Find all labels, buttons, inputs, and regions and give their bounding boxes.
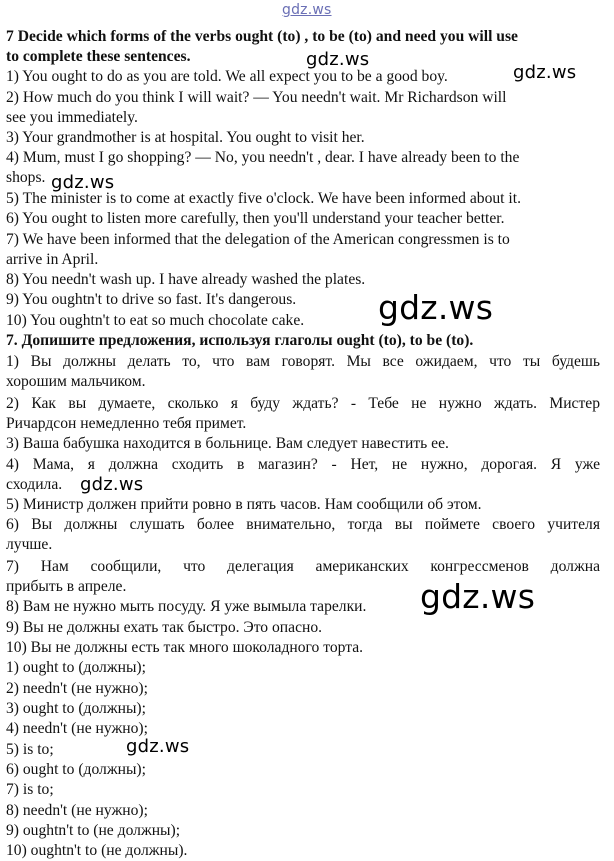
russian-line: сходила.: [6, 476, 63, 493]
answer-line: 4) needn't (не нужно);: [6, 720, 148, 737]
english-line: 3) Your grandmother is at hospital. You ought to visit her.: [6, 129, 365, 146]
english-line: arrive in April.: [6, 251, 99, 268]
watermark-logo: gdz.ws: [126, 736, 190, 757]
answer-line: 2) needn't (не нужно);: [6, 680, 148, 697]
russian-line: 2) Как вы думаете, сколько я буду ждать? - Тебе не нужно ждать. Мистер: [6, 395, 600, 412]
english-line: shops.: [6, 169, 46, 186]
answer-line: 8) needn't (не нужно);: [6, 802, 148, 819]
answer-line: 7) is to;: [6, 781, 54, 798]
watermark-logo: gdz.ws: [80, 474, 144, 495]
english-line: 1) You ought to do as you are told. We all expect you to be a good boy.: [6, 68, 448, 85]
russian-line: 4) Мама, я должна сходить в магазин? - Нет, не нужно, дорогая. Я уже: [6, 456, 600, 473]
watermark-logo: gdz.ws: [282, 2, 332, 18]
russian-line: лучше.: [6, 536, 53, 553]
watermark-logo: gdz.ws: [306, 49, 370, 70]
answer-line: 9) oughtn't to (не должны);: [6, 822, 181, 839]
watermark-logo: gdz.ws: [513, 62, 577, 83]
russian-line: 9) Вы не должны ехать так быстро. Это опасно.: [6, 619, 323, 636]
answer-line: 3) ought to (должны);: [6, 700, 146, 717]
russian-line: 8) Вам не нужно мыть посуду. Я уже вымыла тарелки.: [6, 598, 367, 615]
english-line: 4) Mum, must I go shopping? — No, you needn't , dear. I have already been to the: [6, 149, 520, 166]
answer-line: 1) ought to (должны);: [6, 659, 146, 676]
english-line: 2) How much do you think I will wait? — You needn't wait. Mr Richardson will: [6, 89, 507, 106]
russian-line: прибыть в апреле.: [6, 578, 127, 595]
answer-line: 10) oughtn't to (не должны).: [6, 842, 188, 859]
english-line: 6) You ought to listen more carefully, then you'll understand your teacher better.: [6, 210, 505, 227]
russian-line: 3) Ваша бабушка находится в больнице. Вам следует навестить ее.: [6, 435, 449, 452]
english-line: 10) You oughtn't to eat so much chocolate cake.: [6, 312, 305, 329]
russian-line: 1) Вы должны делать то, что вам говорят. Мы все ожидаем, что ты будешь: [6, 353, 600, 370]
russian-line: Ричардсон немедленно тебя примет.: [6, 415, 247, 432]
russian-line: хорошим мальчиком.: [6, 373, 146, 390]
english-heading-line-1: 7 Decide which forms of the verbs ought (to) , to be (to) and need you will use: [6, 28, 518, 45]
answer-line: 6) ought to (должны);: [6, 761, 146, 778]
watermark-logo: gdz.ws: [420, 577, 536, 616]
answer-line: 5) is to;: [6, 741, 54, 758]
watermark-logo: gdz.ws: [378, 288, 494, 327]
textbook-page: [6, 0, 606, 861]
english-line: 5) The minister is to come at exactly five o'clock. We have been informed about it.: [6, 190, 521, 207]
russian-line: 7) Нам сообщили, что делегация американских конгрессменов должна: [6, 558, 600, 575]
english-line: 7) We have been informed that the delegation of the American congressmen is to: [6, 231, 510, 248]
watermark-logo: gdz.ws: [51, 172, 115, 193]
russian-line: 5) Министр должен прийти ровно в пять часов. Нам сообщили об этом.: [6, 496, 482, 513]
russian-line: 10) Вы не должны есть так много шоколадного торта.: [6, 639, 364, 656]
russian-heading: 7. Допишите предложения, используя глаголы ought (to), to be (to).: [6, 332, 474, 349]
english-line: see you immediately.: [6, 109, 138, 126]
russian-line: 6) Вы должны слушать более внимательно, тогда вы поймете своего учителя: [6, 516, 600, 533]
english-line: 9) You oughtn't to drive so fast. It's dangerous.: [6, 291, 297, 308]
english-heading-line-2: to complete these sentences.: [6, 48, 191, 65]
english-line: 8) You needn't wash up. I have already washed the plates.: [6, 271, 366, 288]
